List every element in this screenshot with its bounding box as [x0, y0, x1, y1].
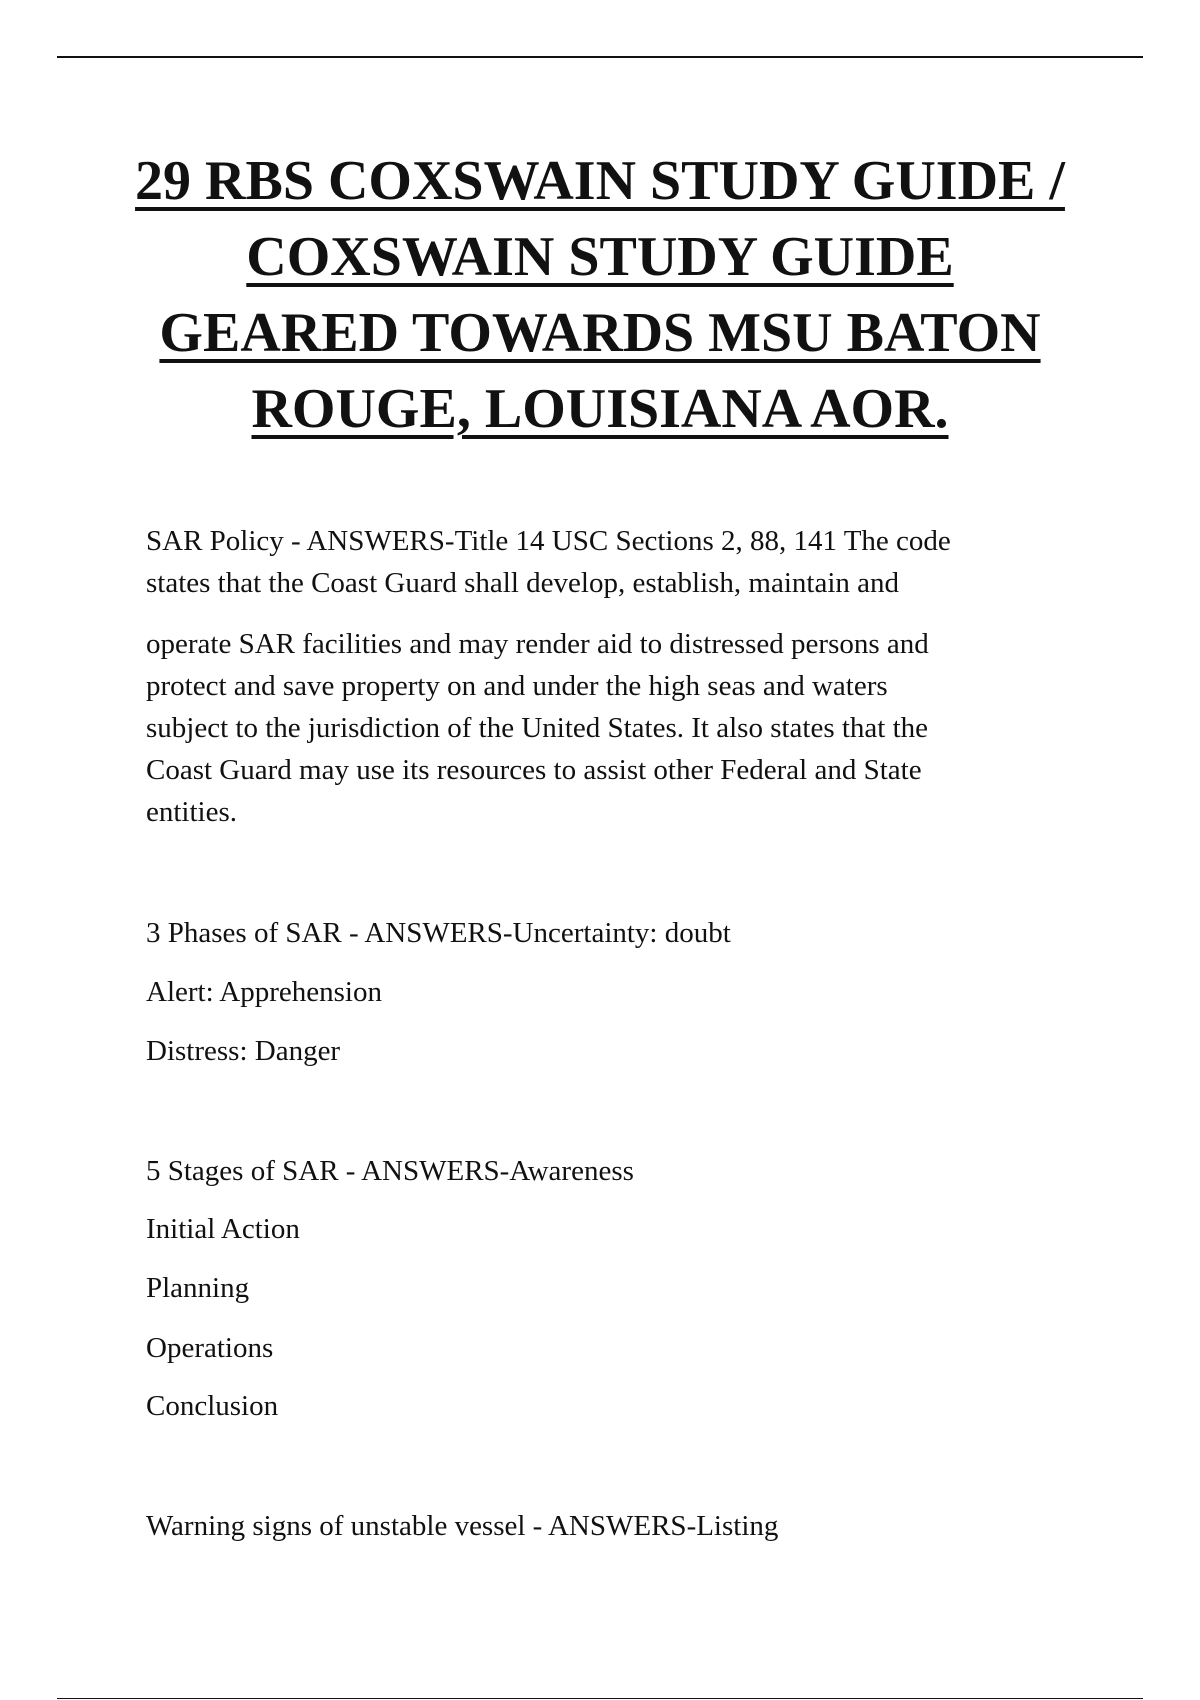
stage-item-operations: Operations	[146, 1332, 274, 1364]
phase-item-distress: Distress: Danger	[146, 1035, 341, 1067]
stages-heading: 5 Stages of SAR - ANSWERS-Awareness	[146, 1155, 634, 1187]
sar-policy-paragraph-2: operate SAR facilities and may render aid to distressed persons and protect and save property on and under the high seas and waters subject to the jurisdiction of the United States. It also states that the Coast Guard may use its resources to assist other Federal and State entities.	[146, 628, 929, 828]
phases-heading: 3 Phases of SAR - ANSWERS-Uncertainty: doubt	[146, 917, 731, 949]
warning-signs-line: Warning signs of unstable vessel - ANSWERS-Listing	[146, 1510, 779, 1542]
phase-item-alert: Alert: Apprehension	[146, 976, 382, 1008]
sar-policy-paragraph-1: SAR Policy - ANSWERS-Title 14 USC Sections 2, 88, 141 The code states that the Coast Guard shall develop, establish, maintain and	[146, 525, 951, 599]
top-rule	[57, 56, 1143, 58]
bottom-rule	[57, 1698, 1143, 1699]
stage-item-planning: Planning	[146, 1272, 250, 1304]
stage-item-initial-action: Initial Action	[146, 1213, 300, 1245]
document-title: 29 RBS COXSWAIN STUDY GUIDE / COXSWAIN STUDY GUIDE GEARED TOWARDS MSU BATON ROUGE, LOUISIANA AOR.	[135, 150, 1065, 440]
stage-item-conclusion: Conclusion	[146, 1390, 279, 1422]
